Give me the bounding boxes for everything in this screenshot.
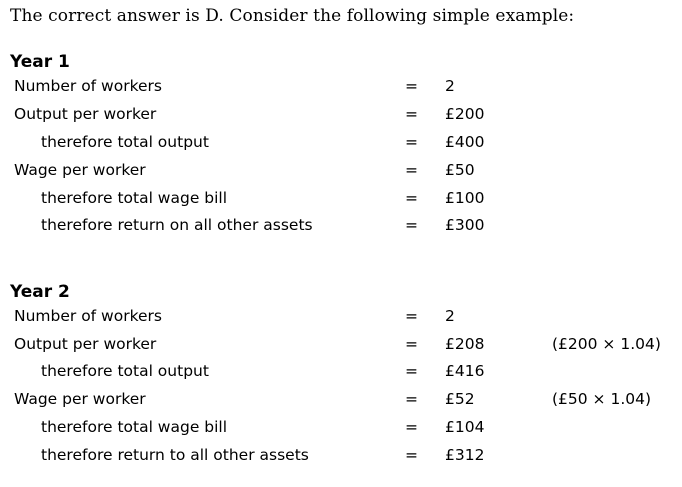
intro-text: The correct answer is D. Consider the following simple example:: [10, 6, 575, 26]
equals-sign: =: [405, 216, 418, 234]
table-row: [0, 77, 682, 101]
row-label: Wage per worker: [14, 390, 146, 408]
row-value: 2: [445, 77, 455, 95]
row-value: 2: [445, 307, 455, 325]
row-value: £208: [445, 335, 485, 353]
calculation-note: (£50 × 1.04): [552, 390, 652, 408]
table-row: [0, 335, 682, 359]
table-row: [0, 161, 682, 185]
row-value: £52: [445, 390, 475, 408]
table-row: [0, 362, 682, 386]
row-label: therefore total wage bill: [41, 418, 228, 436]
row-label: Output per worker: [14, 105, 157, 123]
row-label: Wage per worker: [14, 161, 146, 179]
year-1-heading: Year 1: [10, 52, 70, 72]
row-value: £312: [445, 446, 485, 464]
row-label: therefore return to all other assets: [41, 446, 309, 464]
table-row: [0, 390, 682, 414]
calculation-note: (£200 × 1.04): [552, 335, 661, 353]
row-label: Number of workers: [14, 77, 162, 95]
table-row: [0, 105, 682, 129]
table-row: [0, 133, 682, 157]
equals-sign: =: [405, 362, 418, 380]
equals-sign: =: [405, 161, 418, 179]
row-value: £100: [445, 189, 485, 207]
row-label: therefore return on all other assets: [41, 216, 313, 234]
equals-sign: =: [405, 77, 418, 95]
row-label: therefore total output: [41, 362, 209, 380]
equals-sign: =: [405, 390, 418, 408]
equals-sign: =: [405, 133, 418, 151]
row-label: therefore total wage bill: [41, 189, 228, 207]
year-2-heading: Year 2: [10, 282, 70, 302]
row-value: £416: [445, 362, 485, 380]
table-row: [0, 418, 682, 442]
table-row: [0, 216, 682, 240]
equals-sign: =: [405, 189, 418, 207]
table-row: [0, 446, 682, 470]
row-value: £300: [445, 216, 485, 234]
row-value: £50: [445, 161, 475, 179]
row-value: £104: [445, 418, 485, 436]
equals-sign: =: [405, 307, 418, 325]
row-label: therefore total output: [41, 133, 209, 151]
equals-sign: =: [405, 446, 418, 464]
table-row: [0, 189, 682, 213]
row-value: £200: [445, 105, 485, 123]
equals-sign: =: [405, 418, 418, 436]
equals-sign: =: [405, 105, 418, 123]
row-value: £400: [445, 133, 485, 151]
row-label: Number of workers: [14, 307, 162, 325]
table-row: [0, 307, 682, 331]
row-label: Output per worker: [14, 335, 157, 353]
equals-sign: =: [405, 335, 418, 353]
